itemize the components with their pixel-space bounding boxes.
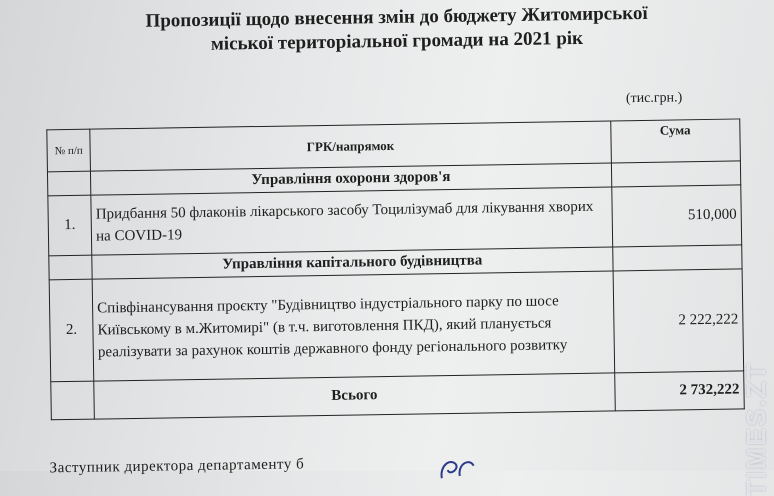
empty-cell bbox=[612, 245, 742, 271]
title-line-2: міської територіальної громади на 2021 рік bbox=[210, 27, 584, 55]
row-number: 1. bbox=[48, 195, 92, 256]
document-title bbox=[86, 1, 707, 59]
watermark-logo: TIMES.ZT bbox=[741, 362, 771, 496]
row-description: Придбання 50 флаконів лікарського засобу Тоцилізумаб для лікування хворих на COVID-19 bbox=[91, 187, 612, 255]
row-amount: 510,000 bbox=[611, 185, 741, 247]
empty-cell bbox=[49, 255, 92, 280]
row-number: 2. bbox=[49, 279, 94, 382]
section-title: Управління капітального будівництва bbox=[92, 247, 613, 279]
total-label: Всього bbox=[94, 373, 615, 419]
budget-table bbox=[46, 118, 744, 420]
row-amount: 2 222,222 bbox=[613, 269, 744, 373]
header-amount: Сума bbox=[610, 119, 740, 163]
header-number: № п/п bbox=[47, 129, 91, 172]
header-direction: ГРК/напрямок bbox=[90, 121, 611, 171]
unit-label: (тис.грн.) bbox=[625, 90, 683, 107]
section-title: Управління охорони здоров'я bbox=[91, 163, 612, 195]
table-row bbox=[48, 185, 742, 256]
empty-cell bbox=[611, 161, 741, 187]
footer-text: Заступник директора департаменту б bbox=[49, 456, 305, 477]
row-description: Співфінансування проєкту "Будівництво індустріального парку по шосе Київському в м.Житомирі" (в т.ч. виготовлення ПКД), який планується реалізувати за рахунок коштів державного фонду регіонального розвитку bbox=[92, 271, 614, 381]
total-amount: 2 732,222 bbox=[614, 371, 744, 411]
empty-cell bbox=[51, 381, 95, 420]
title-line-1: Пропозиції щодо внесення змін до бюджету Житомирської bbox=[145, 2, 648, 32]
signature-mark bbox=[435, 454, 479, 485]
empty-cell bbox=[47, 171, 90, 196]
table-row bbox=[49, 269, 744, 382]
